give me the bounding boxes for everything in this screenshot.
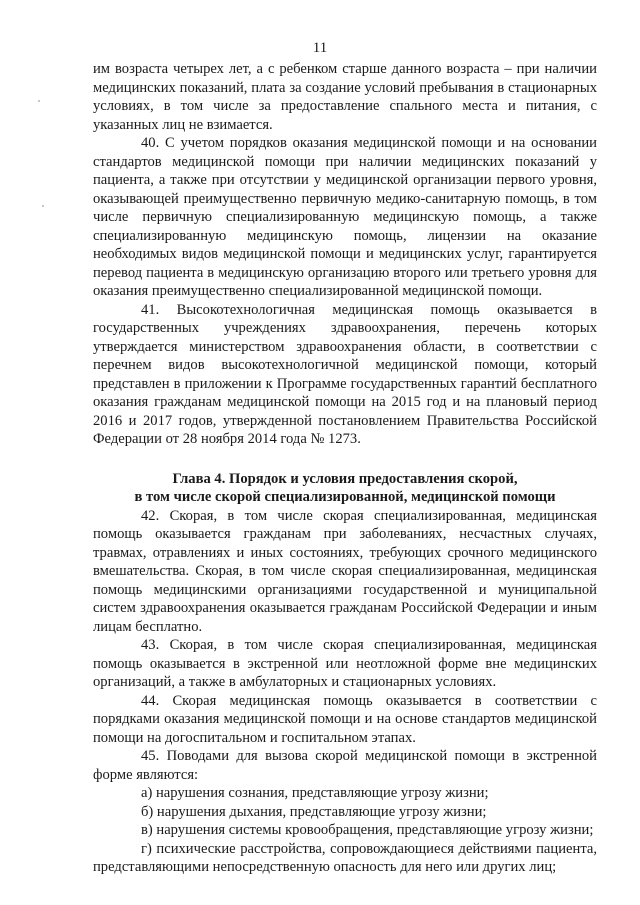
paragraph-45: 45. Поводами для вызова скорой медицинской помощи в экстренной форме являются: [93,748,597,783]
paragraph-42: 42. Скорая, в том числе скорая специализированная, медицинская помощь оказывается гражданам при заболеваниях, несчастных случаях, травмах, отравлениях и иных состояниях, требующих срочного медицинского вмешательства. Скорая, в том числе скорая специализированная, медицинская помощь медицинскими организациями государственной и муниципальной систем здравоохранения оказывается гражданам Российской Федерации и иным лицам бесплатно. [93,507,597,635]
paragraph-41: 41. Высокотехнологичная медицинская помощь оказывается в государственных учреждениях здравоохранения, перечень которых утверждается министерством здравоохранения области, в соответствии с перечнем видов высокотехнологичной медицинской помощи, который представлен в приложении к Программе государственных гарантий бесплатного оказания гражданам медицинской помощи на 2015 год и на плановый период 2016 и 2017 годов, утвержденной постановлением Правительства Российской Федерации от 28 ноября 2014 года № 1273. [93,301,597,447]
chapter-heading-line-2: в том числе скорой специализированной, медицинской помощи [134,489,556,505]
chapter-heading [93,470,597,507]
list-item-a: а) нарушения сознания, представляющие угрозу жизни; [141,785,489,801]
paragraph-44: 44. Скорая медицинская помощь оказывается в соответствии с порядками оказания медицинской помощи и на основе стандартов медицинской помощи на догоспитальном и госпитальном этапах. [93,692,597,746]
body-text [93,60,597,877]
scan-speck [38,100,40,102]
page-number: 11 [312,40,328,56]
paragraph-43: 43. Скорая, в том числе скорая специализированная, медицинская помощь оказывается в экстренной или неотложной форме вне медицинских организаций, а также в амбулаторных и стационарных условиях. [93,637,597,690]
paragraph-continuation: им возраста четырех лет, а с ребенком старше данного возраста – при наличии медицинских показаний, плата за создание условий пребывания в стационарных условиях, в том числе за предоставление спального места и питания, с указанных лиц не взимается. [93,61,597,133]
list-item-b: б) нарушения дыхания, представляющие угрозу жизни; [141,803,487,820]
chapter-heading-line-1: Глава 4. Порядок и условия предоставления скорой, [172,470,518,487]
list-item-g: г) психические расстройства, сопровождающиеся действиями пациента, представляющими непосредственную опасность для него или других лиц; [93,840,597,875]
scan-speck [42,205,44,207]
list-item-v: в) нарушения системы кровообращения, представляющие угрозу жизни; [141,822,594,838]
paragraph-40: 40. С учетом порядков оказания медицинской помощи и на основании стандартов медицинской помощи при наличии медицинских показаний у пациента, а также при отсутствии у медицинской организации первого уровня, оказывающей преимущественно первичную медико-санитарную помощь, в том числе первичную специализированную медицинскую помощь, а также специализированную медицинскую помощь, лицензии на оказание необходимых видов медицинской помощи и медицинских услуг, гарантируется перевод пациента в медицинскую организацию второго или третьего уровня для оказания преимущественно специализированной медицинской помощи. [93,135,597,299]
